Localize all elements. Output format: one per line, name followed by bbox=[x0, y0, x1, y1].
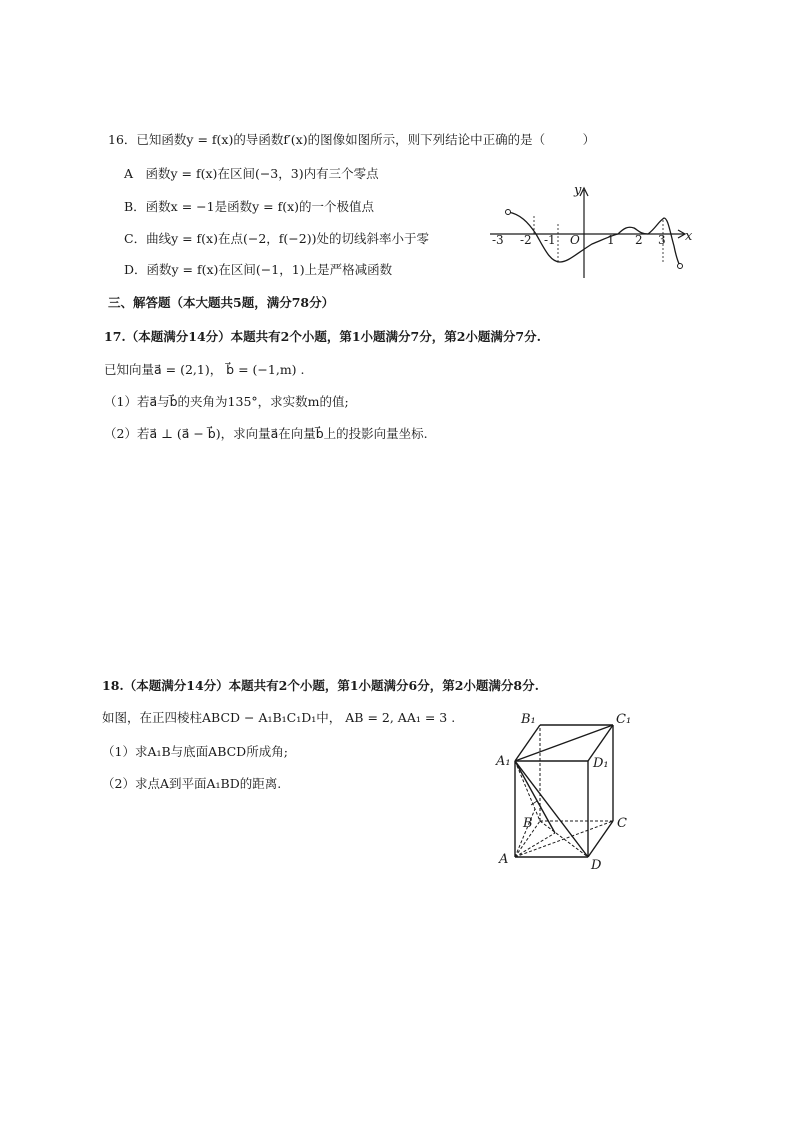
tick-label: 1 bbox=[607, 233, 615, 247]
tick-label: -2 bbox=[520, 233, 532, 247]
x-axis-label: x bbox=[685, 229, 693, 244]
q18-part1: （1）求A₁B与底面ABCD所成角; bbox=[102, 744, 288, 759]
origin-label: O bbox=[570, 233, 580, 247]
q18-part2: （2）求点A到平面A₁BD的距离. bbox=[102, 776, 282, 791]
section-heading: 三、解答题（本大题共5题，满分78分） bbox=[108, 295, 335, 310]
label-d1: D₁ bbox=[593, 756, 609, 771]
open-endpoint bbox=[506, 210, 511, 215]
q16-stem: 16．已知函数y = f(x)的导函数f′(x)的图像如图所示，则下列结论中正确的是（ ） bbox=[108, 132, 596, 147]
q17-part2: （2）若a⃗ ⊥ (a⃗ − b⃗)，求向量a⃗在向量b⃗上的投影向量坐标. bbox=[104, 426, 428, 441]
q17-heading: 17.（本题满分14分）本题共有2个小题，第1小题满分7分，第2小题满分7分. bbox=[104, 329, 541, 344]
open-endpoint bbox=[678, 264, 683, 269]
y-axis-label: y bbox=[574, 183, 582, 198]
segment-a1-d bbox=[515, 761, 588, 857]
label-a: A bbox=[499, 852, 509, 867]
label-c: C bbox=[617, 816, 627, 831]
label-a1: A₁ bbox=[496, 754, 511, 769]
label-c1: C₁ bbox=[616, 712, 632, 727]
label-d: D bbox=[591, 858, 602, 873]
q16-option-c: C．曲线y = f(x)在点(−2，f(−2))处的切线斜率小于零 bbox=[124, 231, 429, 246]
q17-part1: （1）若a⃗与b⃗的夹角为135°，求实数m的值; bbox=[104, 394, 349, 409]
q17-given: 已知向量a⃗ = (2,1)， b⃗ = (−1,m) . bbox=[104, 362, 305, 377]
edge-a1-b1 bbox=[515, 725, 540, 761]
derivative-graph bbox=[488, 182, 698, 282]
q16-option-b: B．函数x = −1是函数y = f(x)的一个极值点 bbox=[124, 199, 374, 214]
tick-label: -3 bbox=[492, 233, 504, 247]
label-b: B bbox=[523, 816, 533, 831]
tick-label: 2 bbox=[635, 233, 643, 247]
q18-given: 如图，在正四棱柱ABCD − A₁B₁C₁D₁中， AB = 2, AA₁ = 3 . bbox=[102, 710, 456, 725]
tick-label: -1 bbox=[544, 233, 556, 247]
segment-a1-b bbox=[515, 761, 540, 821]
label-b1: B₁ bbox=[521, 712, 536, 727]
segment-a1-foot bbox=[515, 761, 555, 833]
tick-label: 3 bbox=[658, 233, 666, 247]
q16-option-a: A 函数y = f(x)在区间(−3，3)内有三个零点 bbox=[124, 166, 379, 181]
edge-d-c bbox=[588, 821, 613, 857]
prism-figure bbox=[495, 705, 645, 875]
q18-heading: 18.（本题满分14分）本题共有2个小题，第1小题满分6分，第2小题满分8分. bbox=[102, 678, 539, 693]
q16-option-d: D．函数y = f(x)在区间(−1，1)上是严格减函数 bbox=[124, 262, 393, 277]
